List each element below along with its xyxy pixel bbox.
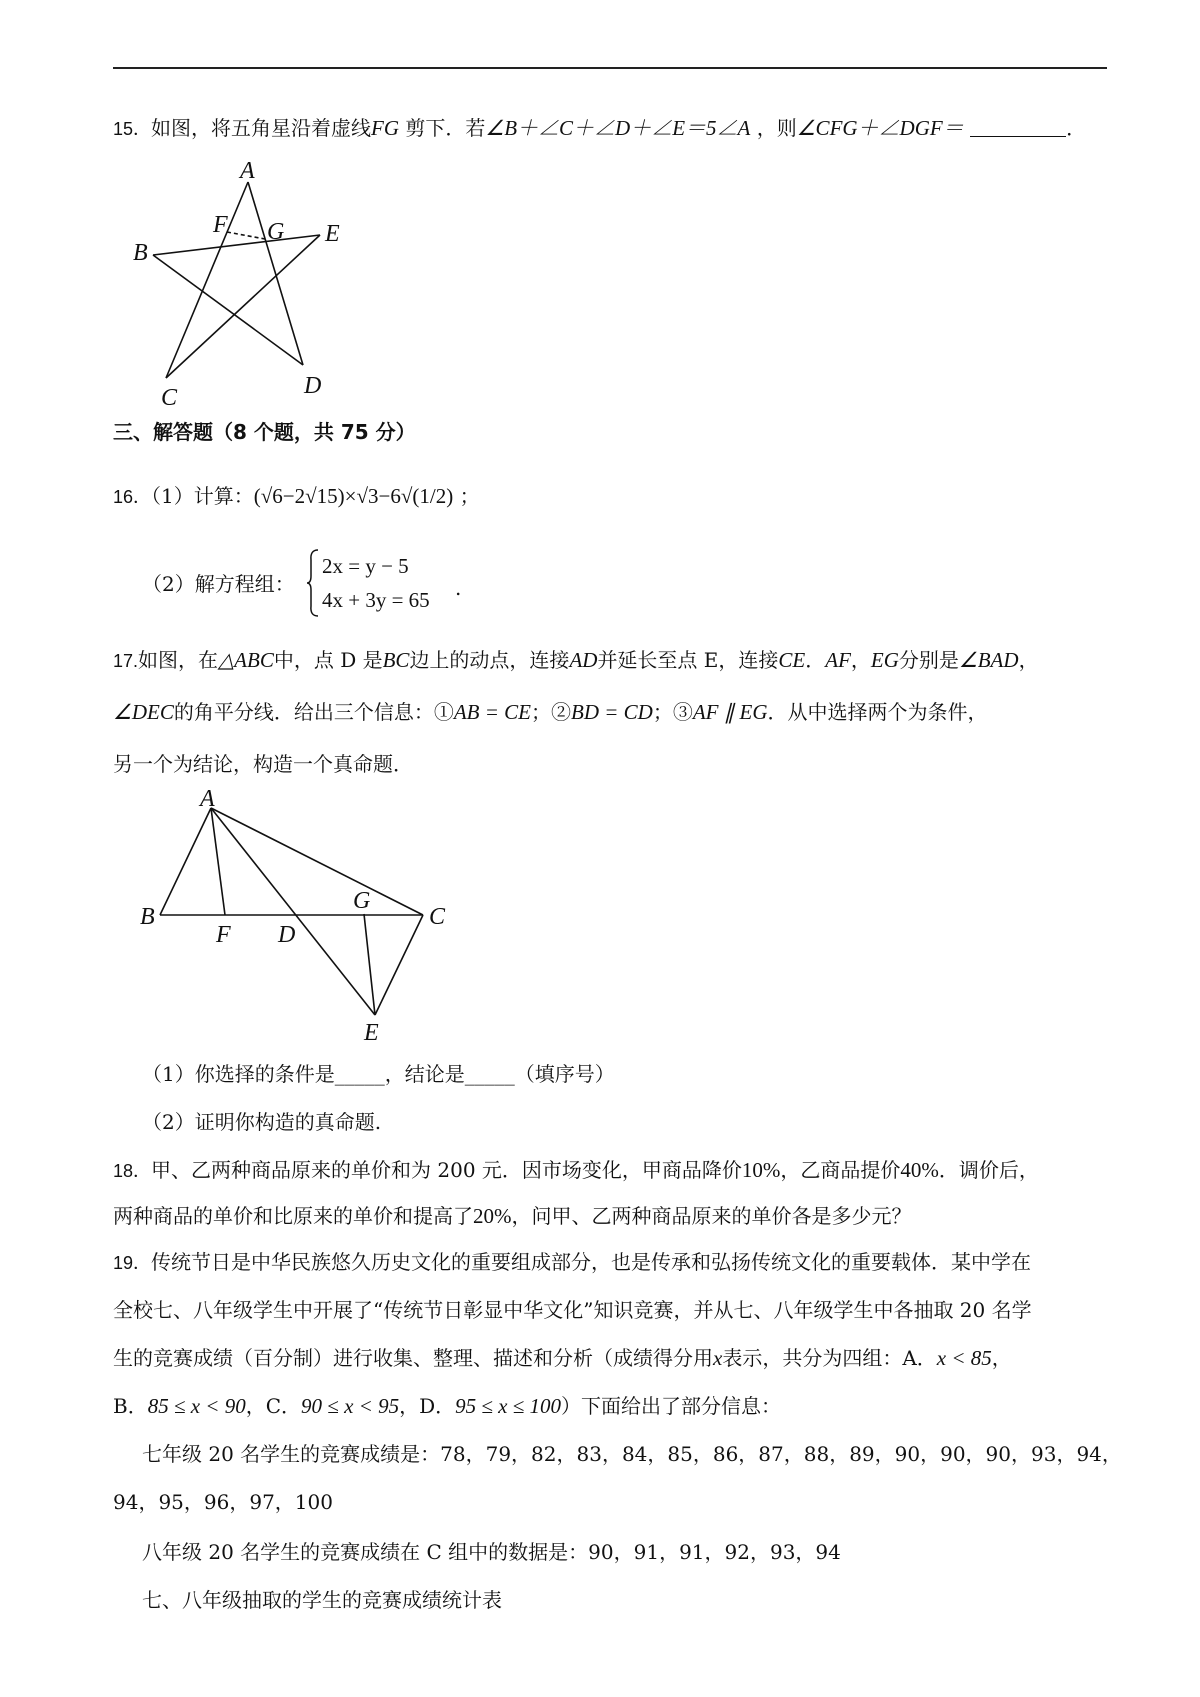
tri-label-d: D: [278, 922, 296, 948]
q16-part1: [113, 482, 480, 511]
q19-line-3: [113, 1344, 1012, 1372]
q19-text: ，D．: [399, 1394, 456, 1418]
star-label-c: C: [161, 385, 178, 410]
q19-line-1: [113, 1248, 1031, 1277]
q17-af: AF: [825, 648, 851, 672]
q17-sub-1: （1）你选择的条件是_____，结论是_____（填序号）: [142, 1062, 615, 1086]
q17-info-2: BD = CD: [571, 700, 653, 724]
q19-text: B．: [113, 1394, 148, 1418]
star-label-g: G: [267, 219, 285, 245]
q15-condition: ∠B＋∠C＋∠D＋∠E＝5∠A: [485, 116, 751, 140]
header-rule: [113, 67, 1107, 69]
q16-brace: [306, 548, 320, 618]
q17-line-1: [113, 646, 1039, 675]
q18-line-2: [113, 1202, 912, 1230]
q19-text: ）下面给出了部分信息：: [561, 1394, 781, 1418]
q18-text: ，问甲、乙两种商品原来的单价各是多少元？: [511, 1204, 912, 1228]
q17-text: 如图，在: [138, 648, 219, 672]
pentagram-figure: [128, 160, 368, 410]
q19-text: 传统节日是中华民族悠久历史文化的重要组成部分，也是传承和弘扬传统文化的重要载体．某中学在: [151, 1250, 1032, 1274]
q19-variable-x: x: [713, 1346, 723, 1370]
q19-group-d: 95 ≤ x ≤ 100: [455, 1394, 561, 1418]
q18-percent-10: 10%: [741, 1158, 781, 1182]
q15-ask: ∠CFG＋∠DGF＝: [796, 116, 964, 140]
q19-text: 表示，共分为四组：A．: [722, 1346, 937, 1370]
q15-text-1: 如图，将五角星沿着虚线: [151, 116, 372, 140]
q17-text: ，: [1018, 648, 1039, 672]
q17-eg: EG: [870, 648, 899, 672]
tri-label-e: E: [364, 1020, 379, 1040]
q17-triangle: △ABC: [218, 648, 274, 672]
q17-number: 17.: [113, 651, 139, 671]
q19-group-c: 90 ≤ x < 95: [301, 1394, 400, 1418]
q18-text: 两种商品的单价和比原来的单价和提高了: [113, 1204, 473, 1228]
q16-eq2: 4x + 3y = 65: [322, 588, 430, 612]
q17-info-2-mark: ②: [551, 700, 571, 724]
q19-text: ，C．: [245, 1394, 302, 1418]
tri-label-b: B: [140, 904, 155, 930]
tri-label-a: A: [200, 790, 215, 812]
q17-sub-2: （2）证明你构造的真命题.: [142, 1110, 382, 1134]
star-label-b: B: [133, 240, 148, 266]
q16-p2-end: .: [455, 576, 462, 600]
q17-ce: CE: [778, 648, 806, 672]
star-label-e: E: [325, 221, 340, 247]
tri-label-c: C: [429, 904, 446, 930]
q18-text: ．调价后，: [938, 1158, 1039, 1182]
q15-number: 15．: [113, 119, 152, 139]
tri-label-g: G: [353, 888, 371, 914]
q19-grade7-line-2: 94，95，96，97，100: [113, 1490, 333, 1514]
q19-grade8: 八年级 20 名学生的竞赛成绩在 C 组中的数据是：90，91，91，92，93，94: [142, 1540, 841, 1564]
q19-line-2: 全校七、八年级学生中开展了“传统节日彰显中华文化”知识竞赛，并从七、八年级学生中各抽取 20 名学: [113, 1298, 1032, 1322]
star-label-f: F: [213, 212, 228, 238]
q17-text: 边上的动点，连接: [409, 648, 570, 672]
q17-ad: AD: [569, 648, 598, 672]
q15-text-3: ，则: [756, 116, 797, 140]
q15-line: [113, 114, 1086, 143]
q19-group-a: x < 85: [936, 1346, 992, 1370]
q17-info-3: AF ∥ EG: [692, 700, 768, 724]
q16-eq1: 2x = y − 5: [322, 554, 409, 578]
q17-info-1-mark: ①: [433, 700, 454, 724]
star-label-a: A: [240, 160, 255, 184]
q17-text: ．从中选择两个为条件，: [767, 700, 988, 724]
q18-number: 18．: [113, 1161, 152, 1181]
q16-p2-label: （2）解方程组：: [142, 572, 295, 596]
q16-part2-label-line: [142, 570, 295, 598]
q17-text: ．: [805, 648, 826, 672]
q16-p1-end: ；: [459, 484, 480, 508]
triangle-figure: [138, 790, 468, 1040]
q19-group-b: 85 ≤ x < 90: [147, 1394, 246, 1418]
q19-line-4: [113, 1392, 781, 1420]
q15-answer-blank: [970, 116, 1066, 137]
q17-bc: BC: [382, 648, 410, 672]
q17-info-3-mark: ③: [672, 700, 693, 724]
q17-text: 分别是: [898, 648, 959, 672]
q17-text: 中，点 D 是: [273, 648, 383, 672]
q18-text: ，乙商品提价: [780, 1158, 901, 1182]
q18-text: 甲、乙两种商品原来的单价和为 200 元．因市场变化，甲商品降价: [151, 1158, 742, 1182]
q16-number: 16．: [113, 487, 152, 507]
q17-line-2: [113, 698, 988, 726]
q18-percent-40: 40%: [900, 1158, 939, 1182]
q16-p1-label: （1）计算：: [151, 484, 254, 508]
q17-text: ；: [531, 700, 551, 724]
q19-table-title: 七、八年级抽取的学生的竞赛成绩统计表: [142, 1588, 502, 1612]
star-label-d: D: [304, 373, 322, 399]
q15-fg: FG: [371, 116, 400, 140]
q19-grade7-line-1: 七年级 20 名学生的竞赛成绩是：78，79，82，83，84，85，86，87，88，89，90，90，90，93，94，: [142, 1442, 1122, 1466]
section-3-heading: 三、解答题（8 个题，共 75 分）: [113, 420, 416, 444]
q17-angle-dec: ∠DEC: [113, 700, 174, 724]
q19-number: 19．: [113, 1253, 152, 1273]
q18-line-1: [113, 1156, 1039, 1185]
tri-label-f: F: [216, 922, 231, 948]
q17-angle-bad: ∠BAD: [958, 648, 1019, 672]
q19-text: 生的竞赛成绩（百分制）进行收集、整理、描述和分析（成绩得分用: [113, 1346, 713, 1370]
q17-text: ；: [652, 700, 673, 724]
q16-p1-expression: (√6−2√15)×√3−6√(1/2): [253, 484, 454, 508]
q15-text-2: 剪下．若: [405, 116, 486, 140]
q17-text: 并延长至点 E，连接: [597, 648, 779, 672]
q17-line-3: 另一个为结论，构造一个真命题．: [113, 752, 413, 776]
q18-percent-20: 20%: [473, 1204, 512, 1228]
q15-end: ．: [1066, 116, 1087, 140]
q17-info-1: AB = CE: [453, 700, 531, 724]
q17-text: 的角平分线．给出三个信息：: [173, 700, 434, 724]
q19-text: ，: [991, 1346, 1012, 1370]
q17-text: ，: [850, 648, 871, 672]
